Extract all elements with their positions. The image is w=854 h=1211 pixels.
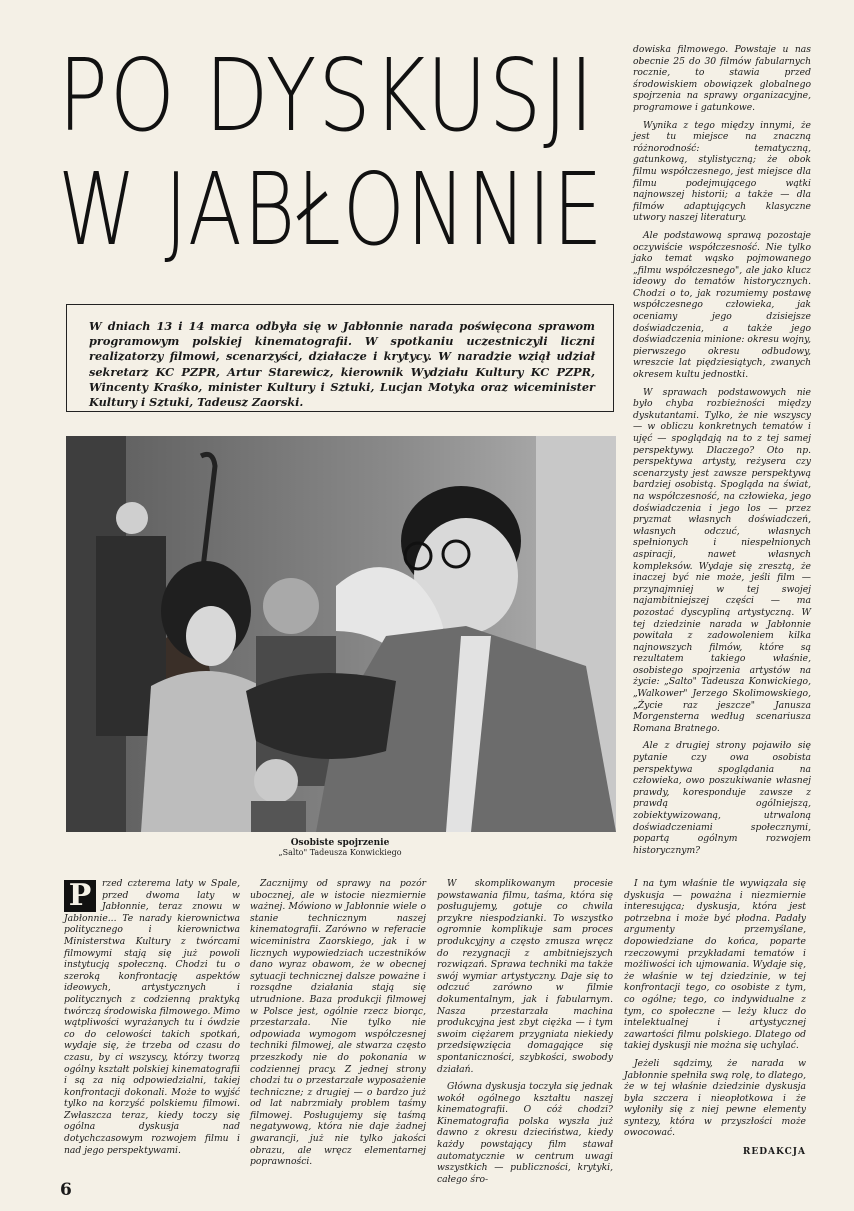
right-paragraph-1: dowiska filmowego. Powstaje u nas obecnie 25 do 30 filmów fabularnych rocznie, to stawia przed środowiskiem obowiązek globalnego spojrzenia na sprawy organizacyjne, programowe i gatunkowe. (633, 44, 811, 113)
right-paragraph-4: W sprawach podstawowych nie było chyba rozbieżności między dyskutantami. Tylko, że nie wszyscy — w obliczu konkretnych tematów i ujęć — spoglądają na to z tej samej perspektywy. Dlaczego? Oto np. perspektywa artysty, reżysera czy scenarzysty jest zawsze perspektywą bardziej osobistą. Spogląda na świat, na współczesność, na człowieka, jego doświadczenia i jego los — przez pryzmat własnych doświadczeń, własnych odczuć, własnych spełnionych i niespełnionych aspiracji, nawet własnych kompleksów. Wydaje się zresztą, że inaczej być nie może, jeśli film — przynajmniej w tej swojej najambitniejszej części — ma pozostać dyscypliną artystyczną. W tej dziedzinie narada w Jabłonnie powitała z zadowoleniem kilka najnowszych filmów, które są rezultatem takiego właśnie, osobistego spojrzenia artystów na życie: „Salto" Tadeusza Konwickiego, „Walkower" Jerzego Skolimowskiego, „Życie raz jeszcze" Janusza Morgensterna według scenariusza Romana Bratnego. (633, 386, 811, 734)
column-1-text: rzed czterema laty w Spale, przed dwoma laty w Jabłonnie, teraz znowu w Jabłonnie... Te narady kierownictwa politycznego i kierownictwa Ministerstwa Kultury z twórcami filmowymi stają się już powoli instytucją społeczną. Chodzi tu o szeroką konfrontację aspektów ideowych, artystycznych i politycznych z codzienną praktyką twórczą środowiska filmowego. Mimo wątpliwości wyrażanych tu i ówdzie co do celowości takich spotkań, wydaje się, że trzeba od czasu do czasu, by ci wszyscy, którzy tworzą ogólny kształt polskiej kinematografii i są za nią odpowiedzialni, takiej konfrontacji dokonali. Może to wyjść tylko na korzyść polskiemu filmowi. Zwłaszcza teraz, kiedy toczy się ogólna dyskusja nad dotychczasowym rozwojem filmu i nad jego perspektywami. (64, 878, 240, 1156)
column-2-paragraph: Zacznijmy od sprawy na pozór ubocznej, ale w istocie niezmiernie ważnej. Mówiono w Jabłonnie wiele o stanie technicznym naszej kinematografii. Zarówno w referacie wiceministra Zaorskiego, jak i w licznych wypowiedziach uczestników dano wyraz obawom, że w obecnej sytuacji technicznej dalsze poważne i rozsądne działania stają się utrudnione. Baza produkcji filmowej w Polsce jest, ogólnie rzecz biorąc, przestarzała. Nie tylko nie odpowiada wymogom współczesnej techniki filmowej, ale stwarza często przeszkody nie do pokonania w codziennej pracy. Z jednej strony chodzi tu o przestarzałe wyposażenie techniczne; z drugiej — o bardzo już od lat nabrzmiały problem taśmy filmowej. Posługujemy się taśmą negatywową, która nie daje żadnej gwarancji, już nie tylko jakości obrazu, ale wręcz elementarnej poprawności. (250, 878, 426, 1168)
headline-line-2: W JABŁONNIE (58, 151, 605, 268)
column-1 (64, 878, 240, 1162)
photo-illustration (66, 436, 616, 832)
right-column (633, 44, 811, 862)
caption-title: Osobiste spojrzenie (290, 838, 390, 848)
caption-subtitle: „Salto" Tadeusza Konwickiego (278, 848, 402, 857)
column-4 (624, 878, 806, 1159)
column-2 (250, 878, 426, 1174)
film-still-photo (66, 436, 616, 832)
page-number: 6 (60, 1180, 72, 1200)
right-paragraph-5: Ale z drugiej strony pojawiło się pytanie czy owa osobista perspektywa spoglądania na człowieka, owo poszukiwanie własnej prawdy, koresponduje zawsze z prawdą ogólniejszą, zobiektywizowaną, utrwaloną doświadczeniami społecznymi, popartą ogólnym rozwojem historycznym? (633, 740, 811, 856)
column-3-paragraph-2: Główna dyskusja toczyła się jednak wokół ogólnego kształtu naszej kinematografii. O cóż chodzi? Kinematografia polska wyszła już dawno z okresu dzieciństwa, kiedy każdy powstający film stawał automatycznie w centrum uwagi wszystkich — publiczności, krytyki, całego śro- (437, 1081, 613, 1185)
column-3 (437, 878, 613, 1191)
right-paragraph-3: Ale podstawową sprawą pozostaje oczywiście współczesność. Nie tylko jako temat wąsko pojmowanego „filmu współczesnego", ale jako klucz ideowy do tematów historycznych. Chodzi o to, jak rozumiemy postawę współczesnego człowieka, jak oceniamy jego dzisiejsze doświadczenia, a także jego doświadczenia minione: okresu wojny, pierwszego okresu odbudowy, wreszcie lat piędziesiątych, zwanych okresem kultu jednostki. (633, 229, 811, 381)
column-4-paragraph-2: Jeżeli sądzimy, że narada w Jabłonnie spełniła swą rolę, to dlatego, że w tej właśnie dziedzinie dyskusja była szczera i nieopłotkowa i że wyłoniły się z niej pewne elementy syntezy, która w przyszłości może owocować. (624, 1057, 806, 1139)
column-4-paragraph-1: I na tym właśnie tle wywiązała się dyskusja — poważna i niezmiernie interesująca; dyskusja, która jest potrzebna i może być płodna. Padały argumenty przemyślane, dopowiedziane do końca, poparte rzeczowymi przykładami tematów i możliwości ich ujmowania. Wydaje się, że właśnie w tej dziedzinie, w tej konfrontacji tego, co osobiste z tym, co ogólne; tego, co indywidualne z tym, co społeczne — leży klucz do intelektualnej i artystycznej zawartości filmu polskiego. Dlatego od takiej dyskusji nie można się uchylać. (624, 878, 806, 1052)
drop-cap: P (64, 880, 96, 912)
signature: REDAKCJA (742, 1147, 806, 1158)
right-paragraph-2: Wynika z tego między innymi, że jest tu miejsce na znaczną różnorodność: tematyczną, gatunkową, stylistyczną; że obok filmu współczesnego, jest miejsce dla filmu podejmującego wątki najnowszej historii; a także — dla filmów adaptujących klasyczne utwory naszej literatury. (633, 119, 811, 224)
column-3-paragraph-1: W skomplikowanym procesie powstawania filmu, taśma, która się posługujemy, gotuje co chwila przykre niespodzianki. To wszystko ogromnie komplikuje sam proces produkcyjny a często zmusza wręcz do rezygnacji z ambitniejszych rozwiązań. Sprawa techniki ma także swój wymiar artystyczny. Daje się to odczuć zarówno w filmie dokumentalnym, jak i fabularnym. Nasza przestarzała machina produkcyjna jest zbyt ciężka — i tym swoim ciężarem przygniata niekiedy przedsięwzięcia domagające się spontaniczności, szybkości, swobody działań. (437, 878, 613, 1075)
photo-caption (240, 838, 440, 858)
lead-box: W dniach 13 i 14 marca odbyła się w Jabłonnie narada poświęcona sprawom programowym polskiej kinematografii. W spotkaniu uczestniczyli liczni realizatorzy filmowi, scenarzyści, działacze i krytycy. W naradzie wziął udział sekretarz KC PZPR, Artur Starewicz, kierownik Wydziału Kultury KC PZPR, Wincenty Kraśko, minister Kultury i Sztuki, Lucjan Motyka oraz wiceminister Kultury i Sztuki, Tadeusz Zaorski. (66, 304, 614, 412)
headline-line-1: PO DYSKUSJI (58, 37, 596, 154)
column-1-paragraph (64, 878, 240, 1156)
